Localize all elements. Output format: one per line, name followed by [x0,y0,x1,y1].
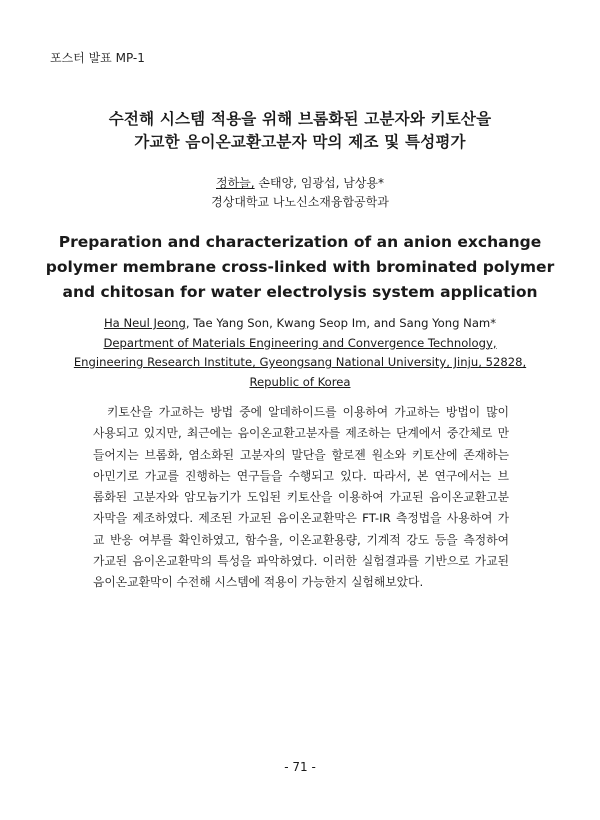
korean-author-block [40,174,560,212]
english-title-line-2: polymer membrane cross-linked with brominated polymer [45,258,555,276]
presenter-name-ko: 정하늘, [216,176,255,190]
abstract-line: 자막을 제조하였다. 제조된 가교된 음이온교환막은 FT-IR 측정법을 사용하여 가 [93,511,509,526]
korean-author-list [40,174,560,193]
english-institute: Engineering Research Institute, Gyeongsang National University, Jinju, 52828, [73,355,527,369]
abstract-line: 가교된 음이온교환막의 특성을 파악하였다. 이러한 실험결과를 기반으로 가교된 [93,554,509,569]
english-country: Republic of Korea [249,374,351,389]
korean-title-line-1: 수전해 시스템 적용을 위해 브롬화된 고분자와 키토산을 [108,110,492,128]
session-tag: 포스터 발표 MP-1 [50,51,145,65]
page-number: - 71 - [284,760,316,774]
english-author-list [30,314,570,334]
abstract-line: 음이온교환막이 수전해 시스템에 적용이 가능한지 실험해보았다. [93,575,424,590]
abstract-line: 롬화된 고분자와 암모늄기가 도입된 키토산을 이용하여 가교된 음이온교환고분 [93,490,509,505]
korean-title-line-2: 가교한 음이온교환고분자 막의 제조 및 특성평가 [134,133,466,151]
english-title-line-1: Preparation and characterization of an anion exchange [58,233,542,251]
coauthors-en: , Tae Yang Son, Kwang Seop Im, and Sang Yong Nam* [185,316,497,330]
abstract-line: 교 반응 여부를 확인하였고, 함수율, 이온교환용량, 기계적 강도 등을 측정하여 [93,532,509,547]
presenter-name-en: Ha Neul Jeong [103,316,186,330]
korean-affiliation: 경상대학교 나노신소재융합공학과 [211,195,389,209]
korean-title [40,108,560,154]
coauthors-ko: 손태양, 임광섭, 남상용* [254,176,384,190]
abstract-body [93,402,509,594]
abstract-line: 들어지는 브롬화, 염소화된 고분자의 말단을 할로젠 원소와 키토산에 존재하는 [93,447,509,462]
abstract-line: 키토산을 가교하는 방법 중에 알데하이드를 이용하여 가교하는 방법이 많이 [107,405,509,419]
english-department: Department of Materials Engineering and Convergence Technology, [103,335,497,350]
abstract-line: 사용되고 있지만, 최근에는 음이온교환고분자를 제조하는 단계에서 중간체로 만 [93,426,509,441]
english-title [40,230,560,305]
abstract-line: 아민기로 가교를 진행하는 연구들을 수행되고 있다. 따라서, 본 연구에서는 브 [93,468,509,483]
english-author-block [30,314,570,392]
english-title-line-3: and chitosan for water electrolysis system application [62,283,538,301]
